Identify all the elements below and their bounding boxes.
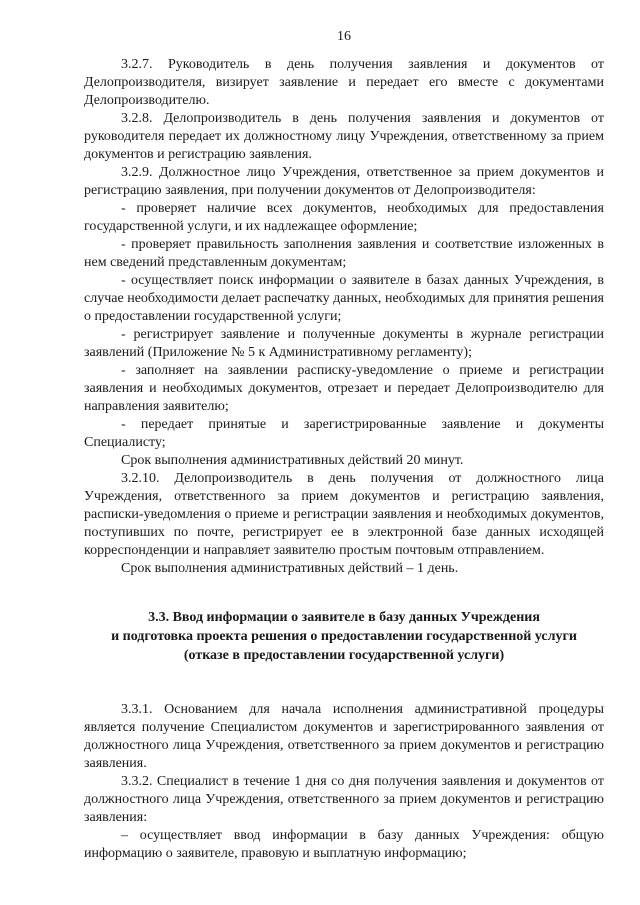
paragraph-3-2-8: 3.2.8. Делопроизводитель в день получения заявления и документов от руководителя передает их должностному лицу Учреждения, ответственному за прием документов и регистрацию заявления. [84,111,604,162]
paragraph-3-2-10: 3.2.10. Делопроизводитель в день получения от должностного лица Учреждения, ответственного за прием документов и регистрацию заявления, расписки-уведомления о приеме и регистрации заявления и необходимых документов, поступивших по почте, регистрирует ее в электронной базе данных исходящей корреспонденции и направляет заявителю простым почтовым отправлением. [84,471,604,558]
deadline-20-minutes: Срок выполнения административных действий 20 минут. [121,453,464,468]
page-number: 16 [337,29,351,44]
section-heading-line-2: и подготовка проекта решения о предоставлении государственной услуги [111,629,577,644]
paragraph-3-2-9: 3.2.9. Должностное лицо Учреждения, ответственное за прием документов и регистрацию заявления, при получении документов от Делопроизводителя: [84,165,604,198]
section-heading-line-1: 3.3. Ввод информации о заявителе в базу данных Учреждения [148,610,540,625]
paragraph-3-3-2: 3.3.2. Специалист в течение 1 дня со дня получения заявления и документов от должностного лица Учреждения, ответственного за прием документов и регистрацию заявления: [84,774,604,825]
list-item-receipt: - заполняет на заявлении расписку-уведомление о приеме и регистрации заявления и необходимых документов, отрезает и передает Делопроизводителю для направления заявителю; [84,363,604,414]
paragraph-3-3-1: 3.3.1. Основанием для начала исполнения административной процедуры является получение Специалистом документов и зарегистрированного заявления от должностного лица Учреждения, ответственного за прием документов и регистрацию заявления. [84,702,604,771]
document-page [84,28,604,863]
list-item-check-documents: - проверяет наличие всех документов, необходимых для предоставления государственной услуги, и их надлежащее оформление; [84,201,604,234]
paragraph-3-2-7: 3.2.7. Руководитель в день получения заявления и документов от Делопроизводителя, визирует заявление и передает его вместе с документами Делопроизводителю. [84,57,604,108]
list-item-search-info: - осуществляет поиск информации о заявителе в базах данных Учреждения, в случае необходимости делает распечатку данных, необходимых для принятия решения о предоставлении государственной услуги; [84,273,604,324]
section-heading-3-3 [84,608,604,665]
list-item-data-entry: – осуществляет ввод информации в базу данных Учреждения: общую информацию о заявителе, правовую и выплатную информацию; [84,828,604,861]
list-item-transfer: - передает принятые и зарегистрированные заявление и документы Специалисту; [84,417,604,450]
list-item-register: - регистрирует заявление и полученные документы в журнале регистрации заявлений (Приложение № 5 к Административному регламенту); [84,327,604,360]
list-item-check-application: - проверяет правильность заполнения заявления и соответствие изложенных в нем сведений представленным документам; [84,237,604,270]
deadline-1-day: Срок выполнения административных действий – 1 день. [121,561,459,576]
section-heading-line-3: (отказе в предоставлении государственной услуги) [183,648,505,663]
